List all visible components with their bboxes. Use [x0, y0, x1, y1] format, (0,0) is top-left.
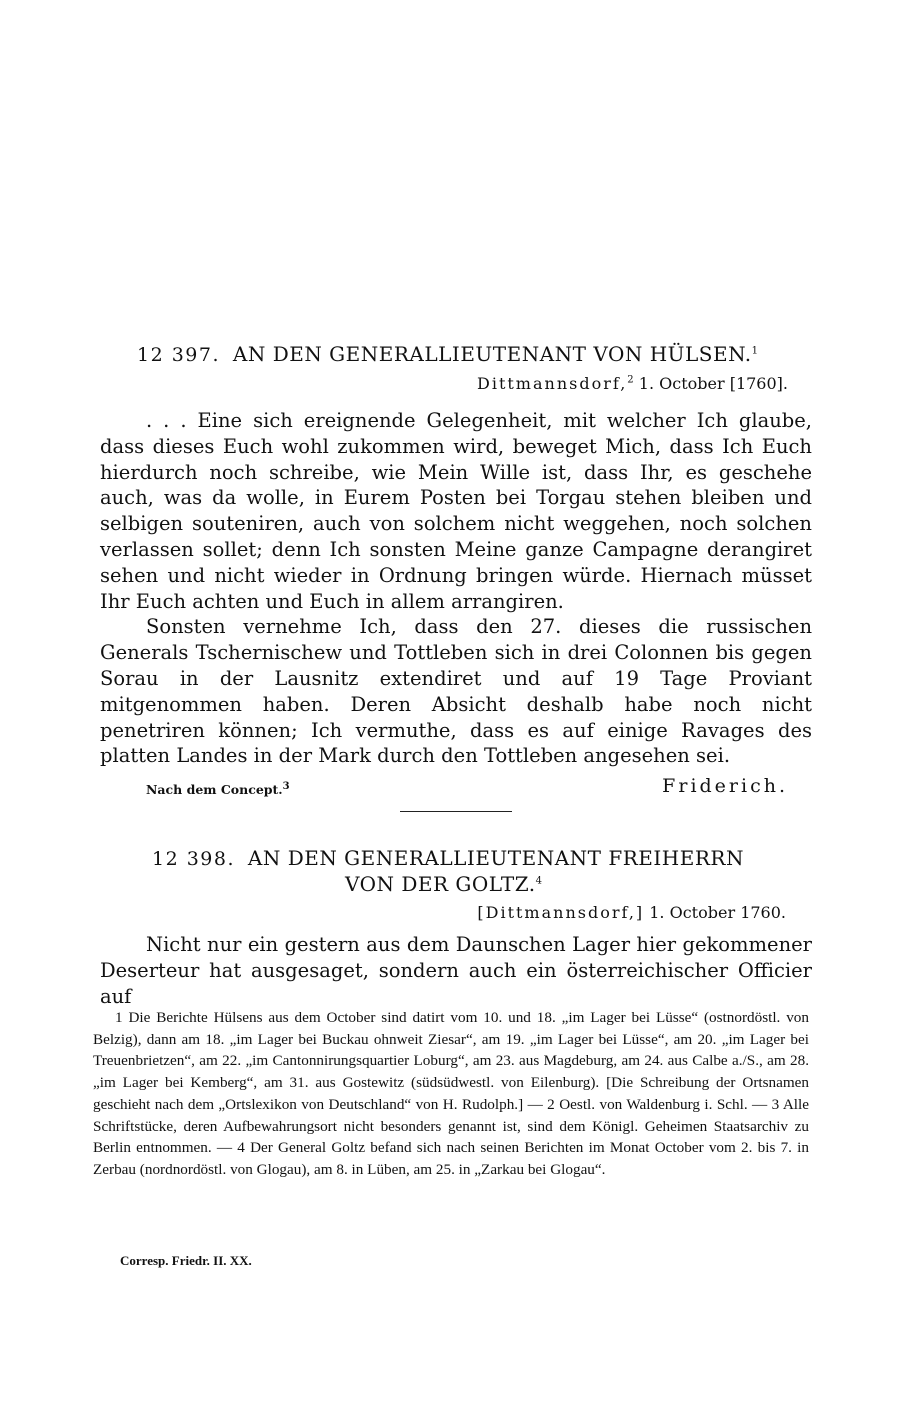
footnote-ref: 4	[535, 875, 543, 887]
letter-recipient: AN DEN GENERALLIEUTENANT VON HÜLSEN.	[232, 342, 752, 366]
letter-dateline	[477, 374, 788, 393]
letter-paragraph: Nicht nur ein gestern aus dem Daunschen Lager hier gekommener Deserteur hat ausgesaget, sondern auch ein österreichischer Officier auf	[100, 933, 812, 1008]
section-divider	[400, 811, 512, 812]
letter-place: [Dittmannsdorf,]	[477, 903, 645, 922]
source-note-text: Nach dem Concept.	[146, 782, 283, 797]
letter-paragraph: Sonsten vernehme Ich, dass den 27. dieses die russischen Generals Tschernischew und Tottleben sich in drei Colonnen bis gegen Sorau in der Lausnitz extendiret und auf 19 Tage Proviant mitgenommen haben. Deren Absicht deshalb habe noch nicht penetriren können; Ich vermuthe, dass es auf einige Ravages des platten Landes in der Mark durch den Tottleben angesehen sei.	[100, 615, 812, 768]
signature: Friderich.	[662, 775, 788, 797]
letter-recipient-line2: VON DER GOLTZ.	[345, 872, 536, 896]
letter-date: 1. October [1760].	[638, 374, 788, 393]
footnote-ref: 2	[627, 374, 634, 386]
footnote-ref: 1	[751, 345, 759, 357]
footnotes	[93, 1007, 809, 1181]
source-note	[146, 782, 290, 797]
page-imprint: Corresp. Friedr. II. XX.	[120, 1253, 252, 1268]
letter-recipient: AN DEN GENERALLIEUTENANT FREIHERRN	[247, 846, 744, 870]
letter-paragraph: . . . Eine sich ereignende Gelegenheit, mit welcher Ich glaube, dass dieses Euch wohl zukommen wird, beweget Mich, dass Ich Euch hierdurch noch schreibe, wie Mein Wille ist, dass Ihr, es geschehe auch, was da wolle, in Eurem Posten bei Torgau stehen bleiben und selbigen souteniren, auch von solchem nicht weggehen, noch solchen verlassen sollet; denn Ich sonsten Meine ganze Campagne derangiret sehen und nicht wieder in Ordnung bringen würde. Hiernach müsset Ihr Euch achten und Euch in allem arrangiren.	[100, 409, 812, 613]
letter-number: 12 398.	[152, 848, 236, 870]
letter-heading-12397	[137, 342, 759, 366]
letter-dateline	[477, 903, 786, 922]
letter-place: Dittmannsdorf,	[477, 374, 628, 393]
letter-number: 12 397.	[137, 344, 221, 366]
footnote-text: 1 Die Berichte Hülsens aus dem October sind datirt vom 10. und 18. „im Lager bei Lüsse“ (ostnordöstl. von Belzig), dann am 18. „im Lager bei Buckau ohnweit Ziesar“, am 19. „im Lager bei Lüsse“, am 20. „im Lager bei Treuenbrietzen“, am 22. „im Cantonnirungsquartier Loburg“, am 23. aus Magdeburg, am 24. aus Calbe a./S., am 28. „im Lager bei Kemberg“, am 31. aus Gostewitz (südsüdwestl. von Eilenburg). [Die Schreibung der Ortsnamen geschieht nach dem „Ortslexikon von Deutschland“ von H. Rudolph.] — 2 Oestl. von Waldenburg i. Schl. — 3 Alle Schriftstücke, deren Aufbewahrungsort nicht besonders genannt ist, sind dem Königl. Geheimen Staatsarchiv zu Berlin entnommen. — 4 Der General Goltz befand sich nach seinen Berichten im Monat October vom 2. bis 7. in Zerbau (nordnordöstl. von Glogau), am 8. in Lüben, am 25. in „Zarkau bei Glogau“.	[93, 1009, 809, 1178]
letter-heading-12398-line2	[345, 872, 543, 896]
letter-body	[100, 408, 812, 769]
letter-date: 1. October 1760.	[649, 903, 786, 922]
letter-heading-12398	[152, 846, 744, 870]
footnote-ref: 3	[282, 780, 290, 792]
letter-body	[100, 932, 812, 1009]
